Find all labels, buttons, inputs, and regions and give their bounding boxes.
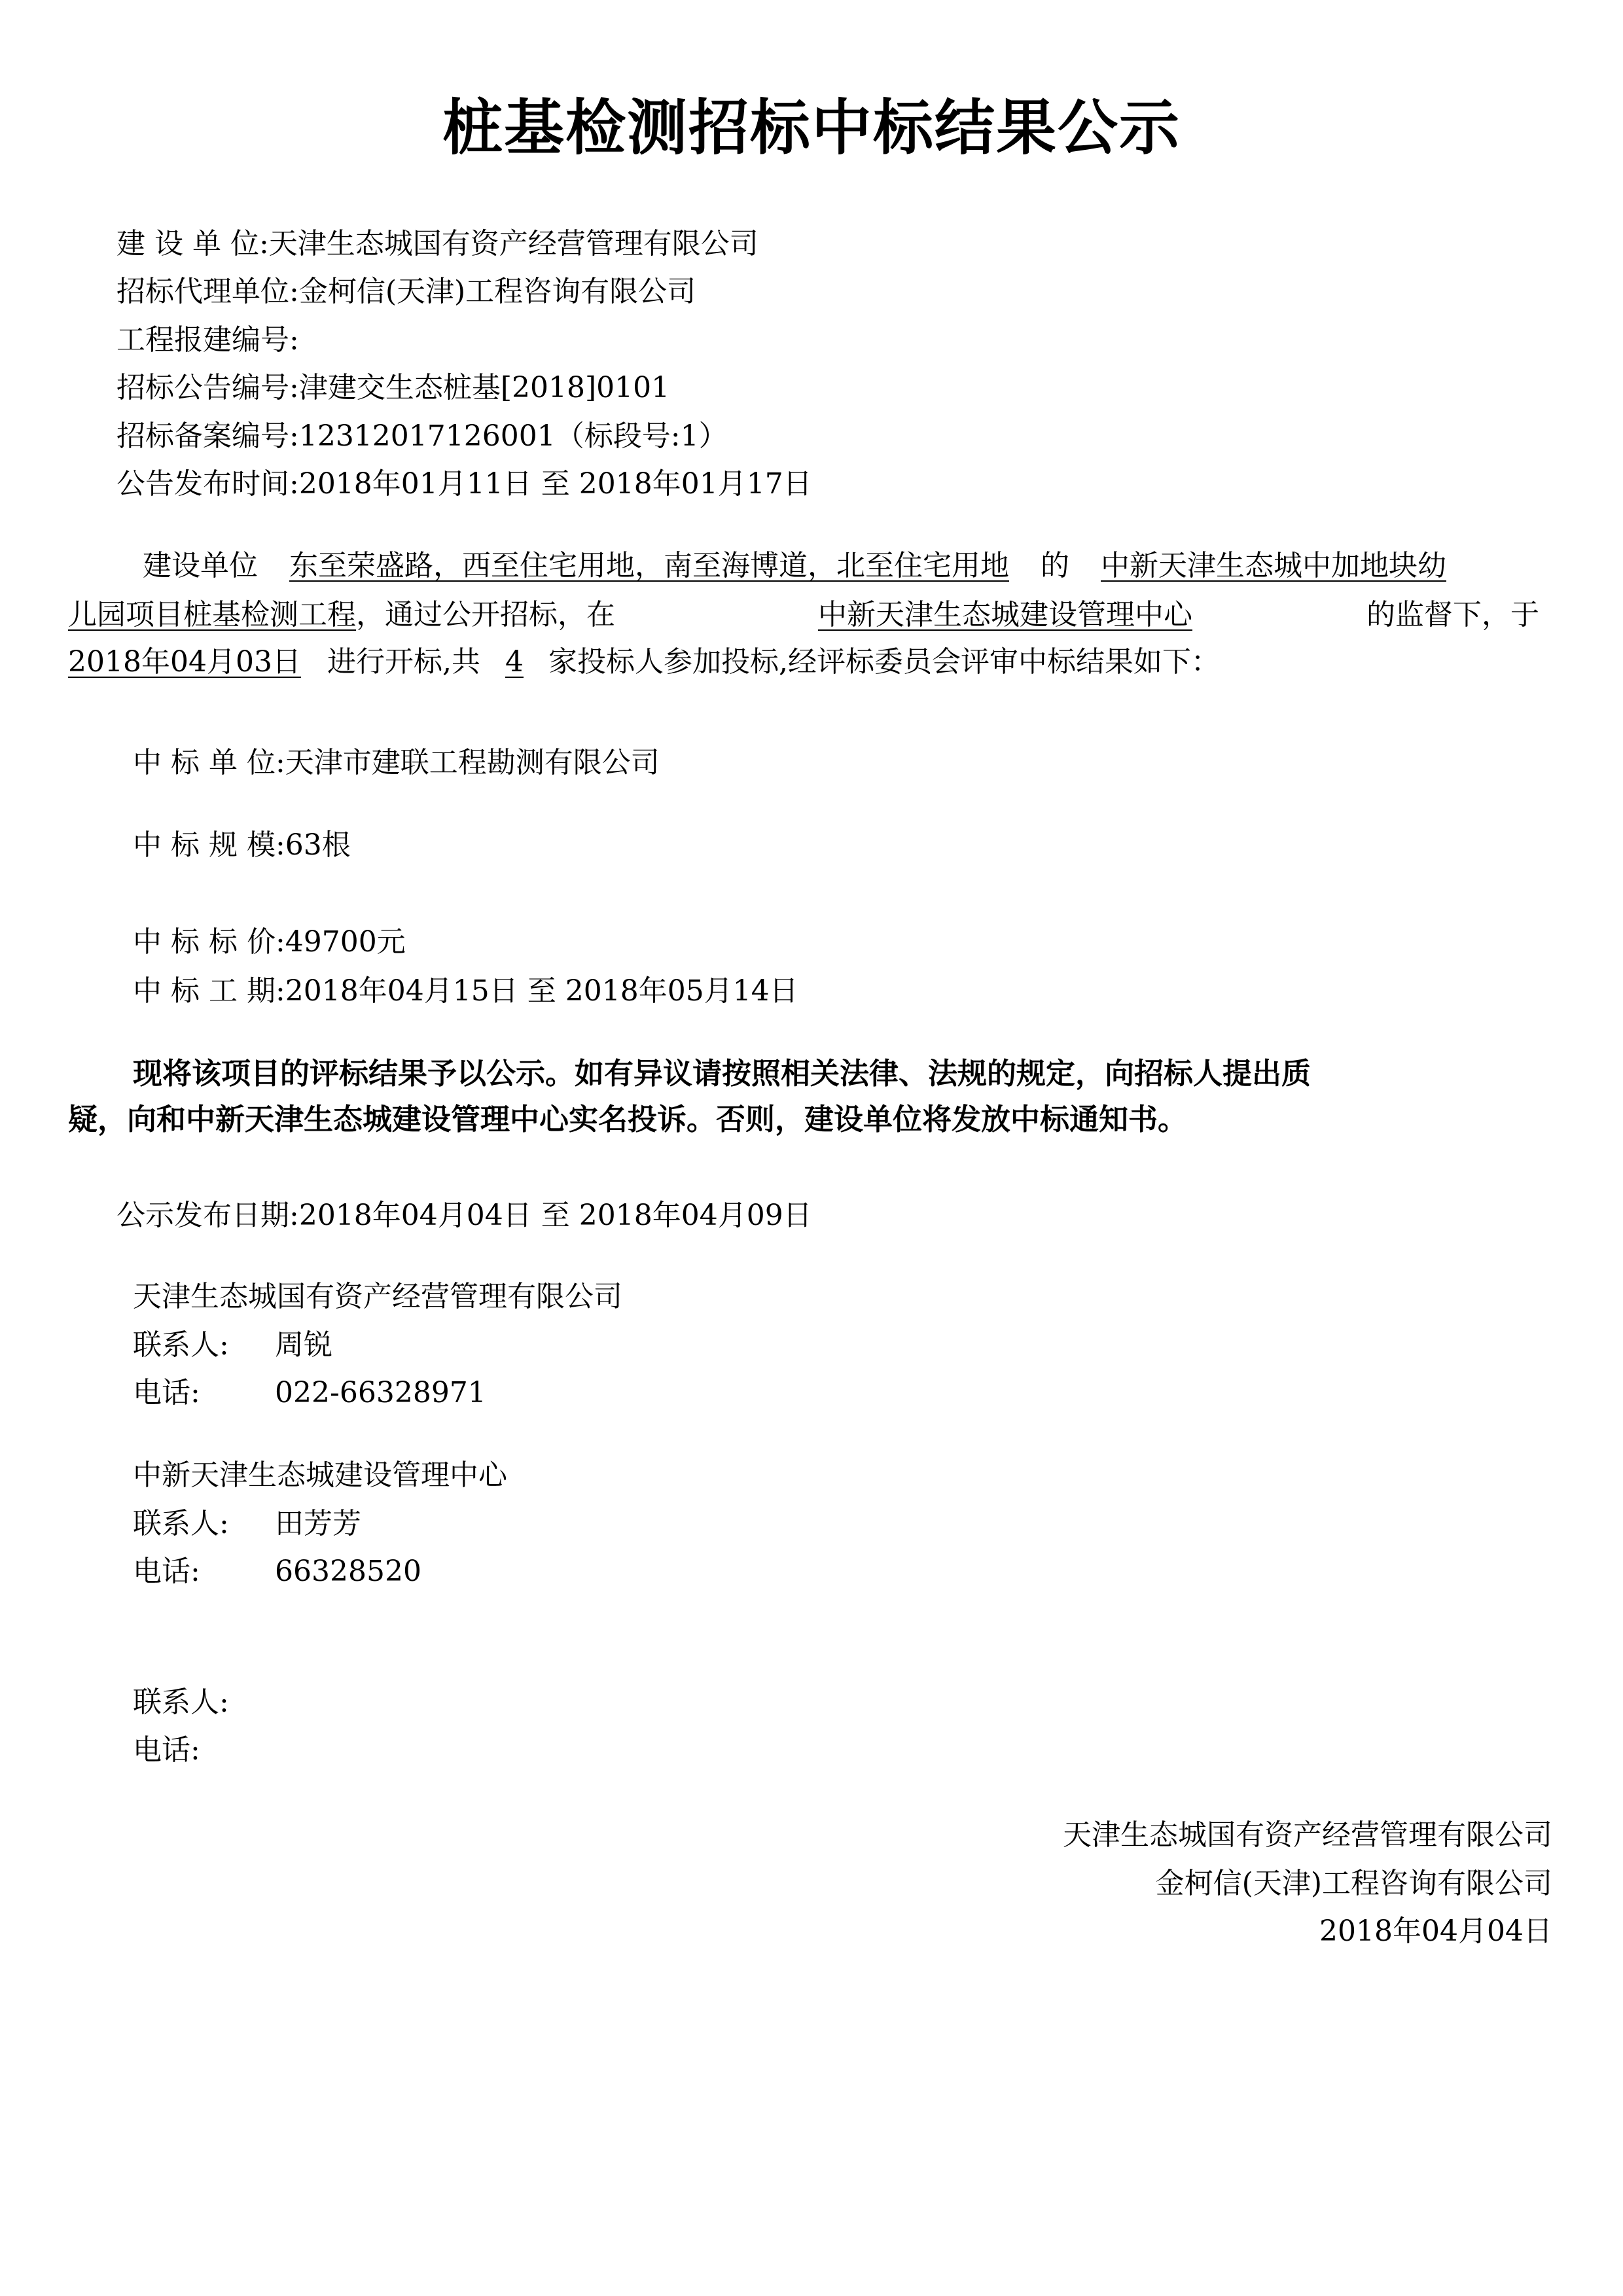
signature-org-2: 金柯信(天津)工程咨询有限公司	[1155, 1867, 1552, 1900]
bid-open-text: 进行开标,共	[327, 645, 480, 679]
document-title: 桩基检测招标中标结果公示	[442, 93, 1181, 163]
bid-open-date: 2018年04月03日	[68, 645, 301, 679]
notice-line-2: 疑，向和中新天津生态城建设管理中心实名投诉。否则，建设单位将发放中标通知书。	[68, 1102, 1188, 1137]
contact-person-2: 田芳芳	[275, 1507, 361, 1540]
winner-label: 中 标 单 位:	[133, 746, 285, 779]
contact-phone-row-3	[133, 1733, 200, 1767]
signature-date: 2018年04月04日	[1319, 1915, 1552, 1948]
paragraph-line-3	[68, 645, 1220, 679]
price-label: 中 标 标 价:	[133, 925, 285, 959]
contact-person-label: 联系人:	[133, 1328, 229, 1362]
project-name-part-1: 中新天津生态城中加地块幼	[1101, 549, 1446, 582]
scale-row	[133, 828, 351, 862]
contact-org-2: 中新天津生态城建设管理中心	[133, 1458, 507, 1492]
contact-person-1: 周锐	[275, 1328, 332, 1362]
record-no-value: 12312017126001（标段号:1）	[298, 419, 728, 453]
supervisor-block	[818, 598, 1192, 631]
owner-value: 天津生态城国有资产经营管理有限公司	[268, 227, 758, 260]
winner-row	[133, 746, 660, 779]
publicity-row	[116, 1201, 812, 1230]
owner-row	[116, 227, 758, 260]
contact-person-row-1	[133, 1328, 229, 1362]
publish-time-value: 2018年01月11日 至 2018年01月17日	[298, 467, 812, 501]
project-name-part-2: 儿园项目桩基检测工程	[68, 598, 356, 631]
agent-label: 招标代理单位:	[116, 275, 299, 308]
contact-phone-label: 电话:	[133, 1555, 200, 1588]
price-row	[133, 925, 406, 959]
publish-time-row	[116, 467, 812, 501]
publish-time-label: 公告发布时间:	[116, 467, 299, 501]
agent-row	[116, 277, 696, 306]
contact-phone-row-1	[133, 1376, 200, 1409]
period-row	[133, 974, 798, 1008]
result-intro: 家投标人参加投标,经评标委员会评审中标结果如下：	[548, 645, 1220, 679]
winner-value: 天津市建联工程勘测有限公司	[285, 746, 660, 779]
scale-value: 63根	[285, 828, 351, 862]
project-no-label: 工程报建编号:	[116, 323, 299, 357]
connector-de: 的	[1041, 549, 1069, 582]
agent-value: 金柯信(天津)工程咨询有限公司	[298, 275, 696, 308]
supervisor-name: 中新天津生态城建设管理中心	[818, 598, 1192, 631]
contact-person-row-2	[133, 1507, 229, 1540]
contact-person-label: 联系人:	[133, 1507, 229, 1540]
contact-person-label: 联系人:	[133, 1686, 229, 1719]
period-value: 2018年04月15日 至 2018年05月14日	[285, 974, 798, 1008]
supervision-text: 的监督下，于	[1366, 598, 1539, 631]
notice-no-row	[116, 371, 670, 404]
notice-no-label: 招标公告编号:	[116, 371, 299, 404]
record-no-label: 招标备案编号:	[116, 419, 299, 453]
period-label: 中 标 工 期:	[133, 974, 285, 1008]
contact-phone-row-2	[133, 1557, 200, 1586]
paragraph-line-1	[143, 549, 1446, 582]
publicity-label: 公示发布日期:	[116, 1199, 299, 1232]
paragraph-line-2	[68, 598, 615, 631]
contact-phone-2: 66328520	[275, 1555, 421, 1588]
signature-org-1: 天津生态城国有资产经营管理有限公司	[1063, 1818, 1552, 1852]
tender-method: ，通过公开招标，在	[356, 598, 615, 631]
notice-line-1: 现将该项目的评标结果予以公示。如有异议请按照相关法律、法规的规定，向招标人提出质	[133, 1056, 1311, 1091]
owner-prefix: 建设单位	[143, 549, 258, 582]
bidder-count: 4	[505, 645, 524, 679]
price-value: 49700元	[285, 925, 406, 959]
owner-label: 建 设 单 位:	[116, 227, 269, 260]
project-no-row	[116, 323, 299, 357]
contact-org-1: 天津生态城国有资产经营管理有限公司	[133, 1280, 622, 1313]
notice-no-value: 津建交生态桩基[2018]0101	[298, 371, 670, 404]
contact-phone-1: 022-66328971	[275, 1376, 486, 1409]
publicity-value: 2018年04月04日 至 2018年04月09日	[298, 1199, 812, 1232]
project-location: 东至荣盛路，西至住宅用地，南至海博道，北至住宅用地	[289, 549, 1009, 582]
supervision-suffix	[1366, 598, 1539, 631]
contact-phone-label: 电话:	[133, 1733, 200, 1767]
contact-person-row-3	[133, 1688, 229, 1717]
record-no-row	[116, 419, 728, 453]
scale-label: 中 标 规 模:	[133, 828, 285, 862]
contact-phone-label: 电话:	[133, 1376, 200, 1409]
